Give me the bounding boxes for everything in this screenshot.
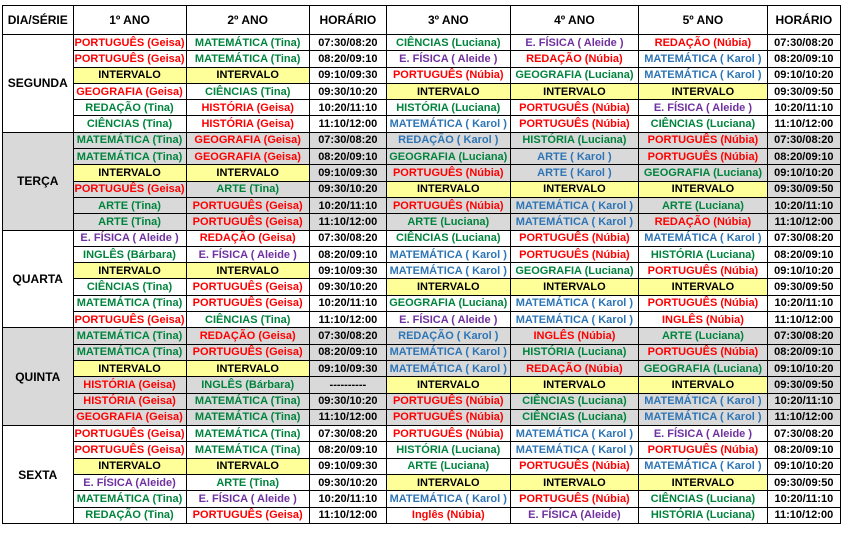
time-cell-time-left: 09:10/09:30 (309, 67, 386, 83)
subject-cell-grade-2: E. FÍSICA ( Aleide ) (186, 246, 309, 262)
subject-cell-grade-4: CIÊNCIAS (Luciana) (510, 409, 639, 425)
subject-cell-grade-4: PORTUGUÊS (Núbia) (510, 246, 639, 262)
table-row (3, 35, 841, 51)
time-cell-time-left: 07:30/08:20 (309, 426, 386, 442)
interval-cell-grade-5: INTERVALO (639, 181, 768, 197)
time-cell-time-right: 09:10/10:20 (767, 67, 840, 83)
table-row (3, 51, 841, 67)
subject-cell-grade-3: PORTUGUÊS (Núbia) (386, 393, 510, 409)
subject-cell-grade-4: PORTUGUÊS (Núbia) (510, 491, 639, 507)
subject-cell-grade-2: HISTÓRIA (Geisa) (186, 100, 309, 116)
table-row (3, 458, 841, 474)
subject-cell-grade-2: HISTÓRIA (Geisa) (186, 116, 309, 132)
subject-cell-grade-3: GEOGRAFIA (Luciana) (386, 149, 510, 165)
time-cell-time-right: 10:20/11:10 (767, 393, 840, 409)
interval-cell-grade-1: INTERVALO (73, 165, 186, 181)
header-grade-2: 2º ANO (186, 6, 309, 35)
subject-cell-grade-5: MATEMÁTICA ( Karol ) (639, 51, 768, 67)
interval-cell-grade-3: INTERVALO (386, 377, 510, 393)
time-cell-time-right: 09:30/09:50 (767, 377, 840, 393)
table-row (3, 475, 841, 491)
table-row (3, 181, 841, 197)
header-grade-3: 3º ANO (386, 6, 510, 35)
interval-cell-grade-4: INTERVALO (510, 279, 639, 295)
table-row (3, 295, 841, 311)
subject-cell-grade-3: CIÊNCIAS (Luciana) (386, 35, 510, 51)
subject-cell-grade-1: GEOGRAFIA (Geisa) (73, 83, 186, 99)
time-cell-time-right: 09:10/10:20 (767, 458, 840, 474)
interval-cell-grade-4: INTERVALO (510, 83, 639, 99)
subject-cell-grade-4: ARTE ( Karol ) (510, 165, 639, 181)
subject-cell-grade-1: MATEMÁTICA (Tina) (73, 132, 186, 148)
subject-cell-grade-4: REDAÇÃO (Núbia) (510, 51, 639, 67)
subject-cell-grade-1: HISTÓRIA (Geisa) (73, 393, 186, 409)
subject-cell-grade-4: MATEMÁTICA ( Karol ) (510, 295, 639, 311)
subject-cell-grade-2: CIÊNCIAS (Tina) (186, 83, 309, 99)
subject-cell-grade-5: INGLÊS (Núbia) (639, 312, 768, 328)
interval-cell-grade-1: INTERVALO (73, 360, 186, 376)
subject-cell-grade-3: MATEMÁTICA ( Karol ) (386, 344, 510, 360)
subject-cell-grade-5: CIÊNCIAS (Luciana) (639, 116, 768, 132)
time-cell-time-left: 09:10/09:30 (309, 165, 386, 181)
header-time-right: HORÁRIO (767, 6, 840, 35)
time-cell-time-left: 07:30/08:20 (309, 328, 386, 344)
subject-cell-grade-3: E. FÍSICA ( Aleide ) (386, 312, 510, 328)
subject-cell-grade-3: PORTUGUÊS (Núbia) (386, 426, 510, 442)
subject-cell-grade-3: REDAÇÃO ( Karol ) (386, 328, 510, 344)
table-row (3, 377, 841, 393)
subject-cell-grade-5: GEOGRAFIA (Luciana) (639, 165, 768, 181)
subject-cell-grade-4: REDAÇÃO (Núbia) (510, 360, 639, 376)
subject-cell-grade-5: PORTUGUÊS (Núbia) (639, 132, 768, 148)
time-cell-time-left: 08:20/09:10 (309, 149, 386, 165)
subject-cell-grade-2: MATEMÁTICA (Tina) (186, 442, 309, 458)
interval-cell-grade-5: INTERVALO (639, 279, 768, 295)
subject-cell-grade-2: GEOGRAFIA (Geisa) (186, 132, 309, 148)
subject-cell-grade-5: E. FÍSICA ( Aleide ) (639, 100, 768, 116)
subject-cell-grade-4: GEOGRAFIA (Luciana) (510, 263, 639, 279)
subject-cell-grade-4: PORTUGUÊS (Núbia) (510, 458, 639, 474)
time-cell-time-right: 09:10/10:20 (767, 165, 840, 181)
subject-cell-grade-3: MATEMÁTICA ( Karol ) (386, 246, 510, 262)
table-row (3, 409, 841, 425)
subject-cell-grade-3: PORTUGUÊS (Núbia) (386, 409, 510, 425)
interval-cell-grade-5: INTERVALO (639, 377, 768, 393)
subject-cell-grade-2: GEOGRAFIA (Geisa) (186, 149, 309, 165)
subject-cell-grade-5: HISTÓRIA (Luciana) (639, 246, 768, 262)
header-grade-1: 1º ANO (73, 6, 186, 35)
subject-cell-grade-4: GEOGRAFIA (Luciana) (510, 67, 639, 83)
table-row (3, 149, 841, 165)
subject-cell-grade-4: CIÊNCIAS (Luciana) (510, 393, 639, 409)
subject-cell-grade-5: ARTE (Luciana) (639, 328, 768, 344)
subject-cell-grade-4: HISTÓRIA (Luciana) (510, 132, 639, 148)
subject-cell-grade-1: PORTUGUÊS (Geisa) (73, 181, 186, 197)
time-cell-time-left: 11:10/12:00 (309, 312, 386, 328)
interval-cell-grade-3: INTERVALO (386, 83, 510, 99)
subject-cell-grade-2: PORTUGUÊS (Geisa) (186, 295, 309, 311)
interval-cell-grade-5: INTERVALO (639, 475, 768, 491)
subject-cell-grade-5: ARTE (Luciana) (639, 197, 768, 213)
subject-cell-grade-3: MATEMÁTICA ( Karol ) (386, 263, 510, 279)
time-cell-time-right: 09:10/10:20 (767, 360, 840, 376)
subject-cell-grade-3: GEOGRAFIA (Luciana) (386, 295, 510, 311)
subject-cell-grade-2: REDAÇÃO (Geisa) (186, 230, 309, 246)
time-cell-time-right: 11:10/12:00 (767, 214, 840, 230)
time-cell-time-left: 10:20/11:10 (309, 197, 386, 213)
subject-cell-grade-5: PORTUGUÊS (Núbia) (639, 149, 768, 165)
interval-cell-grade-4: INTERVALO (510, 377, 639, 393)
header-day: DIA/SÉRIE (3, 6, 74, 35)
time-cell-time-left: 09:10/09:30 (309, 458, 386, 474)
table-row (3, 214, 841, 230)
table-row (3, 360, 841, 376)
day-label: QUINTA (3, 328, 74, 426)
subject-cell-grade-4: PORTUGUÊS (Núbia) (510, 230, 639, 246)
header-time-left: HORÁRIO (309, 6, 386, 35)
subject-cell-grade-2: ARTE (Tina) (186, 181, 309, 197)
interval-cell-grade-3: INTERVALO (386, 475, 510, 491)
time-cell-time-right: 09:30/09:50 (767, 475, 840, 491)
time-cell-time-right: 07:30/08:20 (767, 328, 840, 344)
subject-cell-grade-4: PORTUGUÊS (Núbia) (510, 100, 639, 116)
subject-cell-grade-1: E. FÍSICA ( Aleide ) (73, 230, 186, 246)
time-cell-time-right: 11:10/12:00 (767, 116, 840, 132)
subject-cell-grade-5: HISTÓRIA (Luciana) (639, 507, 768, 523)
time-cell-time-left: 09:30/10:20 (309, 83, 386, 99)
interval-cell-grade-2: INTERVALO (186, 458, 309, 474)
schedule-body (3, 35, 841, 524)
time-cell-time-left: 08:20/09:10 (309, 344, 386, 360)
table-row (3, 263, 841, 279)
subject-cell-grade-3: HISTÓRIA (Luciana) (386, 442, 510, 458)
subject-cell-grade-3: MATEMÁTICA ( Karol ) (386, 360, 510, 376)
time-cell-time-right: 08:20/09:10 (767, 149, 840, 165)
subject-cell-grade-3: ARTE (Luciana) (386, 214, 510, 230)
subject-cell-grade-5: PORTUGUÊS (Núbia) (639, 442, 768, 458)
time-cell-time-left: 09:30/10:20 (309, 393, 386, 409)
subject-cell-grade-2: MATEMÁTICA (Tina) (186, 409, 309, 425)
time-cell-time-right: 07:30/08:20 (767, 132, 840, 148)
subject-cell-grade-5: MATEMÁTICA ( Karol ) (639, 67, 768, 83)
table-row (3, 426, 841, 442)
time-cell-time-left: 07:30/08:20 (309, 132, 386, 148)
time-cell-time-right: 11:10/12:00 (767, 409, 840, 425)
subject-cell-grade-1: PORTUGUÊS (Geisa) (73, 51, 186, 67)
subject-cell-grade-4: E. FÍSICA (Aleide) (510, 507, 639, 523)
subject-cell-grade-2: MATEMÁTICA (Tina) (186, 426, 309, 442)
time-cell-time-left: 08:20/09:10 (309, 246, 386, 262)
day-label: SEXTA (3, 426, 74, 524)
subject-cell-grade-4: MATEMÁTICA ( Karol ) (510, 214, 639, 230)
subject-cell-grade-4: MATEMÁTICA ( Karol ) (510, 312, 639, 328)
subject-cell-grade-1: PORTUGUÊS (Geisa) (73, 426, 186, 442)
time-cell-time-left: 09:30/10:20 (309, 279, 386, 295)
subject-cell-grade-1: REDAÇÃO (Tina) (73, 100, 186, 116)
subject-cell-grade-3: CIÊNCIAS (Luciana) (386, 230, 510, 246)
subject-cell-grade-5: MATEMÁTICA ( Karol ) (639, 230, 768, 246)
day-label: QUARTA (3, 230, 74, 328)
subject-cell-grade-2: PORTUGUÊS (Geisa) (186, 214, 309, 230)
subject-cell-grade-2: INGLÊS (Bárbara) (186, 377, 309, 393)
subject-cell-grade-1: MATEMÁTICA (Tina) (73, 491, 186, 507)
time-cell-time-right: 09:30/09:50 (767, 279, 840, 295)
time-cell-time-left: 10:20/11:10 (309, 295, 386, 311)
table-row (3, 491, 841, 507)
time-cell-time-left: 07:30/08:20 (309, 230, 386, 246)
subject-cell-grade-2: PORTUGUÊS (Geisa) (186, 279, 309, 295)
subject-cell-grade-1: PORTUGUÊS (Geisa) (73, 312, 186, 328)
table-row (3, 507, 841, 523)
table-row (3, 442, 841, 458)
table-row (3, 132, 841, 148)
subject-cell-grade-3: Inglês (Núbia) (386, 507, 510, 523)
table-row (3, 393, 841, 409)
time-cell-time-left: 09:10/09:30 (309, 263, 386, 279)
time-cell-time-left: 09:30/10:20 (309, 181, 386, 197)
time-cell-time-left: 07:30/08:20 (309, 35, 386, 51)
interval-cell-grade-1: INTERVALO (73, 67, 186, 83)
subject-cell-grade-1: MATEMÁTICA (Tina) (73, 149, 186, 165)
time-cell-time-right: 08:20/09:10 (767, 442, 840, 458)
subject-cell-grade-5: PORTUGUÊS (Núbia) (639, 295, 768, 311)
subject-cell-grade-2: ARTE (Tina) (186, 475, 309, 491)
subject-cell-grade-1: HISTÓRIA (Geisa) (73, 377, 186, 393)
time-cell-time-right: 10:20/11:10 (767, 197, 840, 213)
time-cell-time-right: 11:10/12:00 (767, 507, 840, 523)
day-label: TERÇA (3, 132, 74, 230)
time-cell-time-right: 10:20/11:10 (767, 100, 840, 116)
time-cell-time-left: 08:20/09:10 (309, 51, 386, 67)
interval-cell-grade-2: INTERVALO (186, 165, 309, 181)
subject-cell-grade-2: PORTUGUÊS (Geisa) (186, 197, 309, 213)
subject-cell-grade-1: MATEMÁTICA (Tina) (73, 328, 186, 344)
subject-cell-grade-4: HISTÓRIA (Luciana) (510, 344, 639, 360)
time-cell-time-right: 08:20/09:10 (767, 51, 840, 67)
table-row (3, 116, 841, 132)
subject-cell-grade-2: MATEMÁTICA (Tina) (186, 35, 309, 51)
subject-cell-grade-5: PORTUGUÊS (Núbia) (639, 263, 768, 279)
subject-cell-grade-1: ARTE (Tina) (73, 214, 186, 230)
subject-cell-grade-3: E. FÍSICA ( Aleide ) (386, 51, 510, 67)
subject-cell-grade-3: MATEMÁTICA ( Karol ) (386, 491, 510, 507)
interval-cell-grade-1: INTERVALO (73, 458, 186, 474)
table-row (3, 344, 841, 360)
table-row (3, 83, 841, 99)
class-schedule-table (2, 5, 841, 524)
time-cell-time-right: 07:30/08:20 (767, 426, 840, 442)
time-cell-time-right: 07:30/08:20 (767, 35, 840, 51)
subject-cell-grade-1: PORTUGUÊS (Geisa) (73, 442, 186, 458)
subject-cell-grade-5: E. FÍSICA ( Aleide ) (639, 426, 768, 442)
time-cell-time-left: 08:20/09:10 (309, 442, 386, 458)
time-cell-time-left: 10:20/11:10 (309, 100, 386, 116)
time-cell-time-right: 11:10/12:00 (767, 312, 840, 328)
header-grade-5: 5º ANO (639, 6, 768, 35)
subject-cell-grade-3: ARTE (Luciana) (386, 458, 510, 474)
interval-cell-grade-3: INTERVALO (386, 279, 510, 295)
time-cell-time-left: 11:10/12:00 (309, 116, 386, 132)
time-cell-time-right: 09:10/10:20 (767, 263, 840, 279)
interval-cell-grade-2: INTERVALO (186, 360, 309, 376)
time-cell-time-right: 09:30/09:50 (767, 83, 840, 99)
subject-cell-grade-3: REDAÇÃO ( Karol ) (386, 132, 510, 148)
subject-cell-grade-3: PORTUGUÊS (Núbia) (386, 197, 510, 213)
subject-cell-grade-3: MATEMÁTICA ( Karol ) (386, 116, 510, 132)
table-row (3, 312, 841, 328)
table-row (3, 246, 841, 262)
time-cell-time-right: 09:30/09:50 (767, 181, 840, 197)
header-row (3, 6, 841, 35)
subject-cell-grade-4: MATEMÁTICA ( Karol ) (510, 442, 639, 458)
interval-cell-grade-2: INTERVALO (186, 263, 309, 279)
time-cell-time-left: 09:10/09:30 (309, 360, 386, 376)
time-cell-time-left: 10:20/11:10 (309, 491, 386, 507)
interval-cell-grade-1: INTERVALO (73, 263, 186, 279)
time-cell-time-right: 10:20/11:10 (767, 295, 840, 311)
subject-cell-grade-3: PORTUGUÊS (Núbia) (386, 165, 510, 181)
interval-cell-grade-2: INTERVALO (186, 67, 309, 83)
subject-cell-grade-1: ARTE (Tina) (73, 197, 186, 213)
subject-cell-grade-1: CIÊNCIAS (Tina) (73, 279, 186, 295)
time-cell-time-left: ---------- (309, 377, 386, 393)
subject-cell-grade-2: PORTUGUÊS (Geisa) (186, 344, 309, 360)
subject-cell-grade-5: PORTUGUÊS (Núbia) (639, 344, 768, 360)
subject-cell-grade-1: PORTUGUÊS (Geisa) (73, 35, 186, 51)
subject-cell-grade-2: MATEMÁTICA (Tina) (186, 51, 309, 67)
subject-cell-grade-5: MATEMÁTICA ( Karol ) (639, 409, 768, 425)
subject-cell-grade-4: MATEMÁTICA ( Karol ) (510, 426, 639, 442)
subject-cell-grade-2: E. FÍSICA ( Aleide ) (186, 491, 309, 507)
subject-cell-grade-5: MATEMÁTICA ( Karol ) (639, 393, 768, 409)
subject-cell-grade-2: PORTUGUÊS (Geisa) (186, 507, 309, 523)
subject-cell-grade-1: MATEMÁTICA (Tina) (73, 344, 186, 360)
header-grade-4: 4º ANO (510, 6, 639, 35)
subject-cell-grade-5: CIÊNCIAS (Luciana) (639, 491, 768, 507)
interval-cell-grade-3: INTERVALO (386, 181, 510, 197)
time-cell-time-left: 11:10/12:00 (309, 409, 386, 425)
time-cell-time-left: 11:10/12:00 (309, 507, 386, 523)
subject-cell-grade-3: HISTÓRIA (Luciana) (386, 100, 510, 116)
time-cell-time-right: 10:20/11:10 (767, 491, 840, 507)
table-row (3, 67, 841, 83)
subject-cell-grade-1: GEOGRAFIA (Geisa) (73, 409, 186, 425)
time-cell-time-left: 09:30/10:20 (309, 475, 386, 491)
subject-cell-grade-5: MATEMÁTICA ( Karol ) (639, 458, 768, 474)
subject-cell-grade-1: MATEMÁTICA (Tina) (73, 295, 186, 311)
time-cell-time-right: 07:30/08:20 (767, 230, 840, 246)
subject-cell-grade-3: PORTUGUÊS (Núbia) (386, 67, 510, 83)
table-row (3, 197, 841, 213)
interval-cell-grade-5: INTERVALO (639, 83, 768, 99)
subject-cell-grade-2: CIÊNCIAS (Tina) (186, 312, 309, 328)
subject-cell-grade-1: INGLÊS (Bárbara) (73, 246, 186, 262)
time-cell-time-right: 08:20/09:10 (767, 246, 840, 262)
subject-cell-grade-4: E. FÍSICA ( Aleide ) (510, 35, 639, 51)
day-label: SEGUNDA (3, 35, 74, 133)
subject-cell-grade-1: E. FÍSICA (Aleide) (73, 475, 186, 491)
subject-cell-grade-1: CIÊNCIAS (Tina) (73, 116, 186, 132)
subject-cell-grade-4: PORTUGUÊS (Núbia) (510, 116, 639, 132)
subject-cell-grade-4: INGLÊS (Núbia) (510, 328, 639, 344)
subject-cell-grade-4: MATEMÁTICA ( Karol ) (510, 197, 639, 213)
subject-cell-grade-2: MATEMÁTICA (Tina) (186, 393, 309, 409)
subject-cell-grade-4: ARTE ( Karol ) (510, 149, 639, 165)
subject-cell-grade-5: GEOGRAFIA (Luciana) (639, 360, 768, 376)
subject-cell-grade-5: REDAÇÃO (Núbia) (639, 35, 768, 51)
table-row (3, 165, 841, 181)
time-cell-time-right: 08:20/09:10 (767, 344, 840, 360)
interval-cell-grade-4: INTERVALO (510, 475, 639, 491)
time-cell-time-left: 11:10/12:00 (309, 214, 386, 230)
table-row (3, 279, 841, 295)
subject-cell-grade-2: REDAÇÃO (Geisa) (186, 328, 309, 344)
table-row (3, 328, 841, 344)
subject-cell-grade-5: REDAÇÃO (Núbia) (639, 214, 768, 230)
table-row (3, 230, 841, 246)
subject-cell-grade-1: REDAÇÃO (Tina) (73, 507, 186, 523)
table-row (3, 100, 841, 116)
interval-cell-grade-4: INTERVALO (510, 181, 639, 197)
